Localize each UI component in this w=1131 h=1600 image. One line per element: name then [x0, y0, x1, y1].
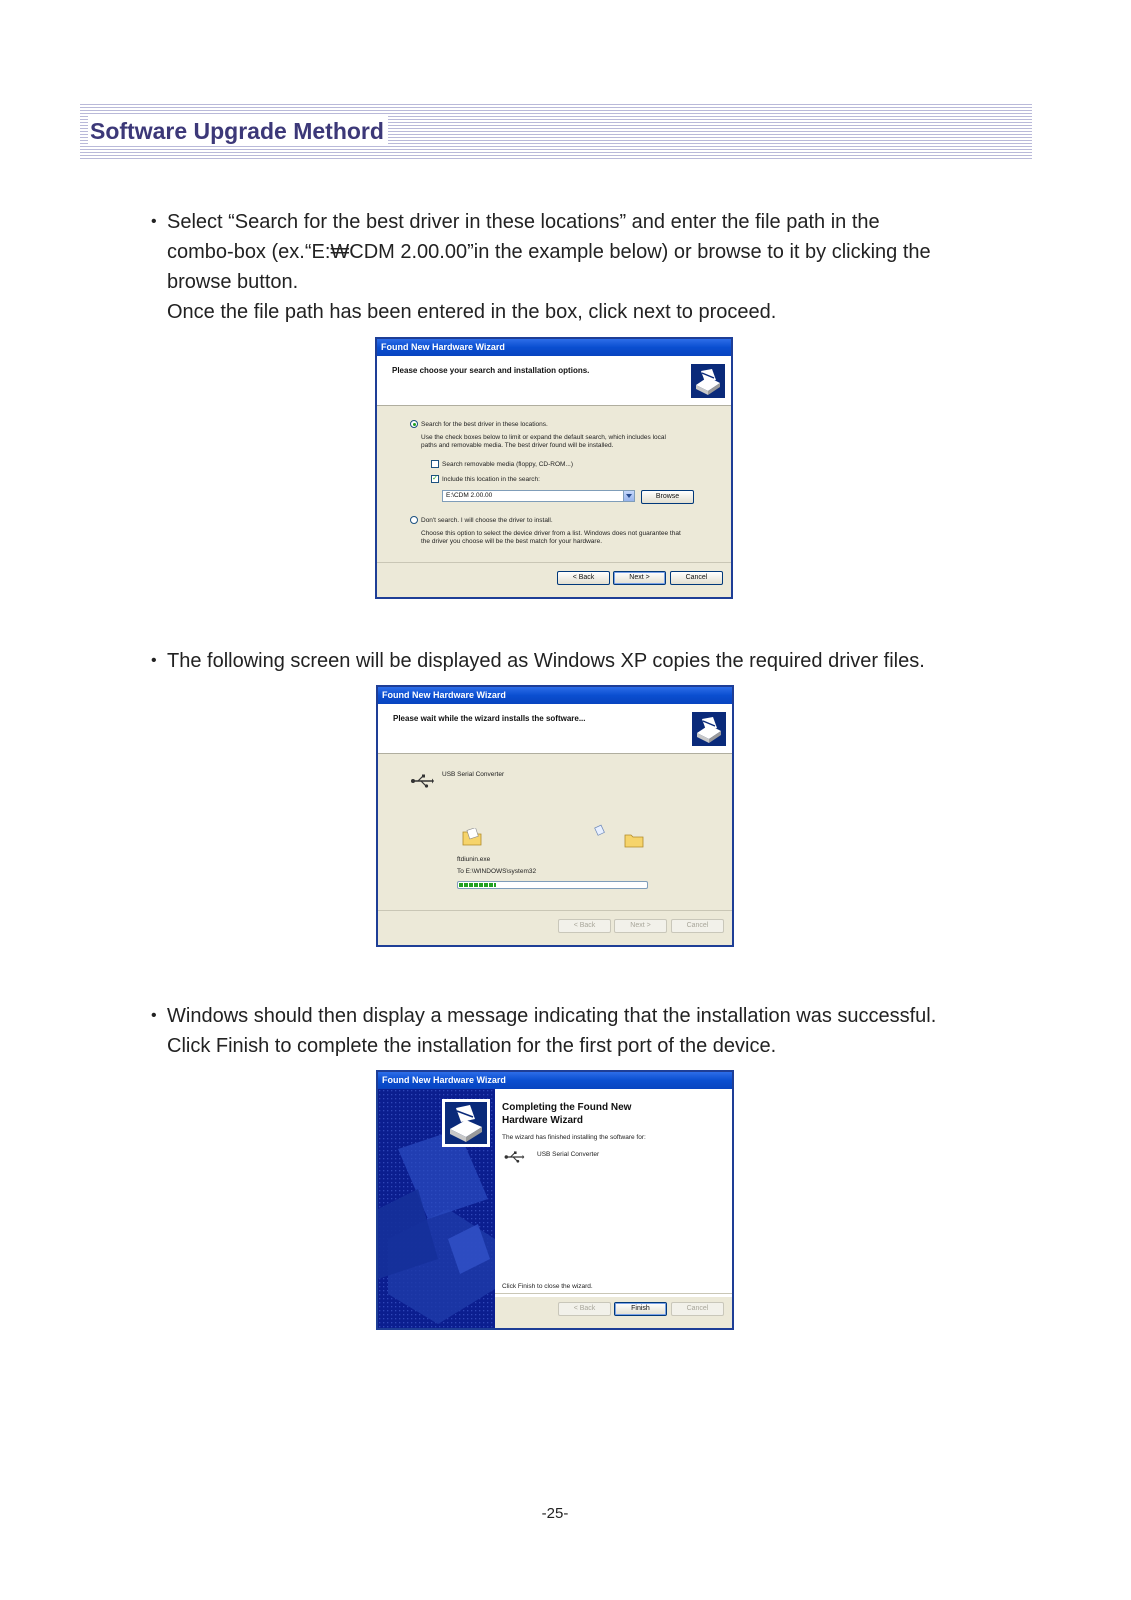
search-options-dialog — [375, 337, 733, 599]
finished-subtext: The wizard has finished installing the software for: — [502, 1134, 646, 1141]
option-dont-label: Don't search. I will choose the driver to install. — [421, 517, 553, 524]
dialog-body — [377, 406, 731, 564]
completing-heading-line2: Hardware Wizard — [502, 1115, 584, 1126]
step3-line2: Click Finish to complete the installation for the first port of the device. — [167, 1035, 777, 1057]
check-removable-label: Search removable media (floppy, CD-ROM...) — [442, 461, 574, 468]
radio-search-best-driver[interactable] — [410, 420, 418, 428]
step1-line1: Select “Search for the best driver in these locations” and enter the file path in the — [167, 211, 880, 233]
dialog-footer — [377, 562, 731, 597]
hardware-wizard-icon — [690, 363, 726, 399]
check-include-label: Include this location in the search: — [442, 476, 540, 483]
back-button[interactable]: < Back — [558, 919, 611, 933]
installing-dialog — [376, 685, 734, 947]
wizard-banner-art — [378, 1089, 495, 1330]
radio-dont-search[interactable] — [410, 516, 418, 524]
usb-icon — [503, 1151, 525, 1163]
search-desc-line1: Use the check boxes below to limit or expand the default search, which includes local — [421, 434, 666, 441]
cancel-button[interactable]: Cancel — [670, 571, 723, 585]
path-value: E:\CDM 2.00.00 — [446, 492, 493, 499]
progress-bar — [457, 881, 648, 889]
destination-folder-icon — [624, 832, 644, 848]
hardware-wizard-icon — [691, 711, 727, 747]
option-search-label: Search for the best driver in these locations. — [421, 421, 548, 428]
dialog-header — [378, 704, 732, 754]
dialog-header — [377, 356, 731, 406]
next-button[interactable]: Next > — [613, 571, 666, 585]
bullet-marker: • — [151, 652, 157, 669]
step3-line1: Windows should then display a message indicating that the installation was successful. — [167, 1005, 937, 1027]
dialog-footer — [378, 910, 732, 945]
path-combo-box[interactable] — [442, 490, 635, 502]
usb-icon — [410, 774, 434, 788]
dialog-heading: Please wait while the wizard installs the software... — [393, 714, 586, 723]
bullet-marker: • — [151, 213, 157, 230]
wizard-content-panel — [495, 1089, 732, 1297]
source-folder-icon — [462, 828, 482, 846]
step1-text — [167, 207, 931, 327]
finish-note: Click Finish to close the wizard. — [502, 1283, 593, 1290]
dialog-title-bar: Found New Hardware Wizard — [378, 1072, 732, 1089]
page-title: Software Upgrade Methord — [88, 116, 388, 146]
back-button[interactable]: < Back — [557, 571, 610, 585]
copying-file-name: ftdiunin.exe — [457, 856, 491, 863]
step2-line1: The following screen will be displayed as Windows XP copies the required driver files. — [167, 650, 925, 672]
dont-desc-line2: the driver you choose will be the best match for your hardware. — [421, 538, 603, 545]
device-name: USB Serial Converter — [537, 1151, 600, 1158]
step1-line2: combo-box (ex.“E:₩CDM 2.00.00”in the example below) or browse to it by clicking the — [167, 241, 931, 263]
bullet-marker: • — [151, 1007, 157, 1024]
progress-fill — [459, 883, 496, 887]
step3-text — [167, 1001, 936, 1061]
checkbox-include-location[interactable]: ✓ — [432, 475, 438, 482]
chevron-down-icon[interactable] — [623, 491, 634, 501]
dialog-footer — [495, 1293, 732, 1328]
completing-dialog — [376, 1070, 734, 1330]
wizard-side-panel — [378, 1089, 495, 1330]
device-name: USB Serial Converter — [442, 771, 505, 778]
finish-button[interactable]: Finish — [614, 1302, 667, 1316]
completing-heading-line1: Completing the Found New — [502, 1102, 632, 1113]
checkbox-removable-media[interactable] — [431, 460, 439, 468]
step1-line3: browse button. — [167, 271, 299, 293]
completing-heading — [502, 1101, 631, 1127]
step1-line4: Once the file path has been entered in the box, click next to proceed. — [167, 301, 777, 323]
dialog-title-bar: Found New Hardware Wizard — [377, 339, 731, 356]
back-button[interactable]: < Back — [558, 1302, 611, 1316]
dialog-body — [378, 754, 732, 912]
step2-text — [167, 646, 925, 676]
dialog-heading: Please choose your search and installation options. — [392, 366, 590, 375]
page-number: -25- — [541, 1505, 569, 1522]
search-desc-line2: paths and removable media. The best driver found will be installed. — [421, 442, 614, 449]
dialog-title-bar: Found New Hardware Wizard — [378, 687, 732, 704]
next-button[interactable]: Next > — [614, 919, 667, 933]
flying-file-icon — [594, 824, 606, 836]
browse-button[interactable]: Browse — [641, 490, 694, 504]
dont-desc-line1: Choose this option to select the device driver from a list. Windows does not guarantee that — [421, 530, 681, 537]
cancel-button[interactable]: Cancel — [671, 1302, 724, 1316]
cancel-button[interactable]: Cancel — [671, 919, 724, 933]
copying-destination: To E:\WINDOWS\system32 — [457, 868, 537, 875]
